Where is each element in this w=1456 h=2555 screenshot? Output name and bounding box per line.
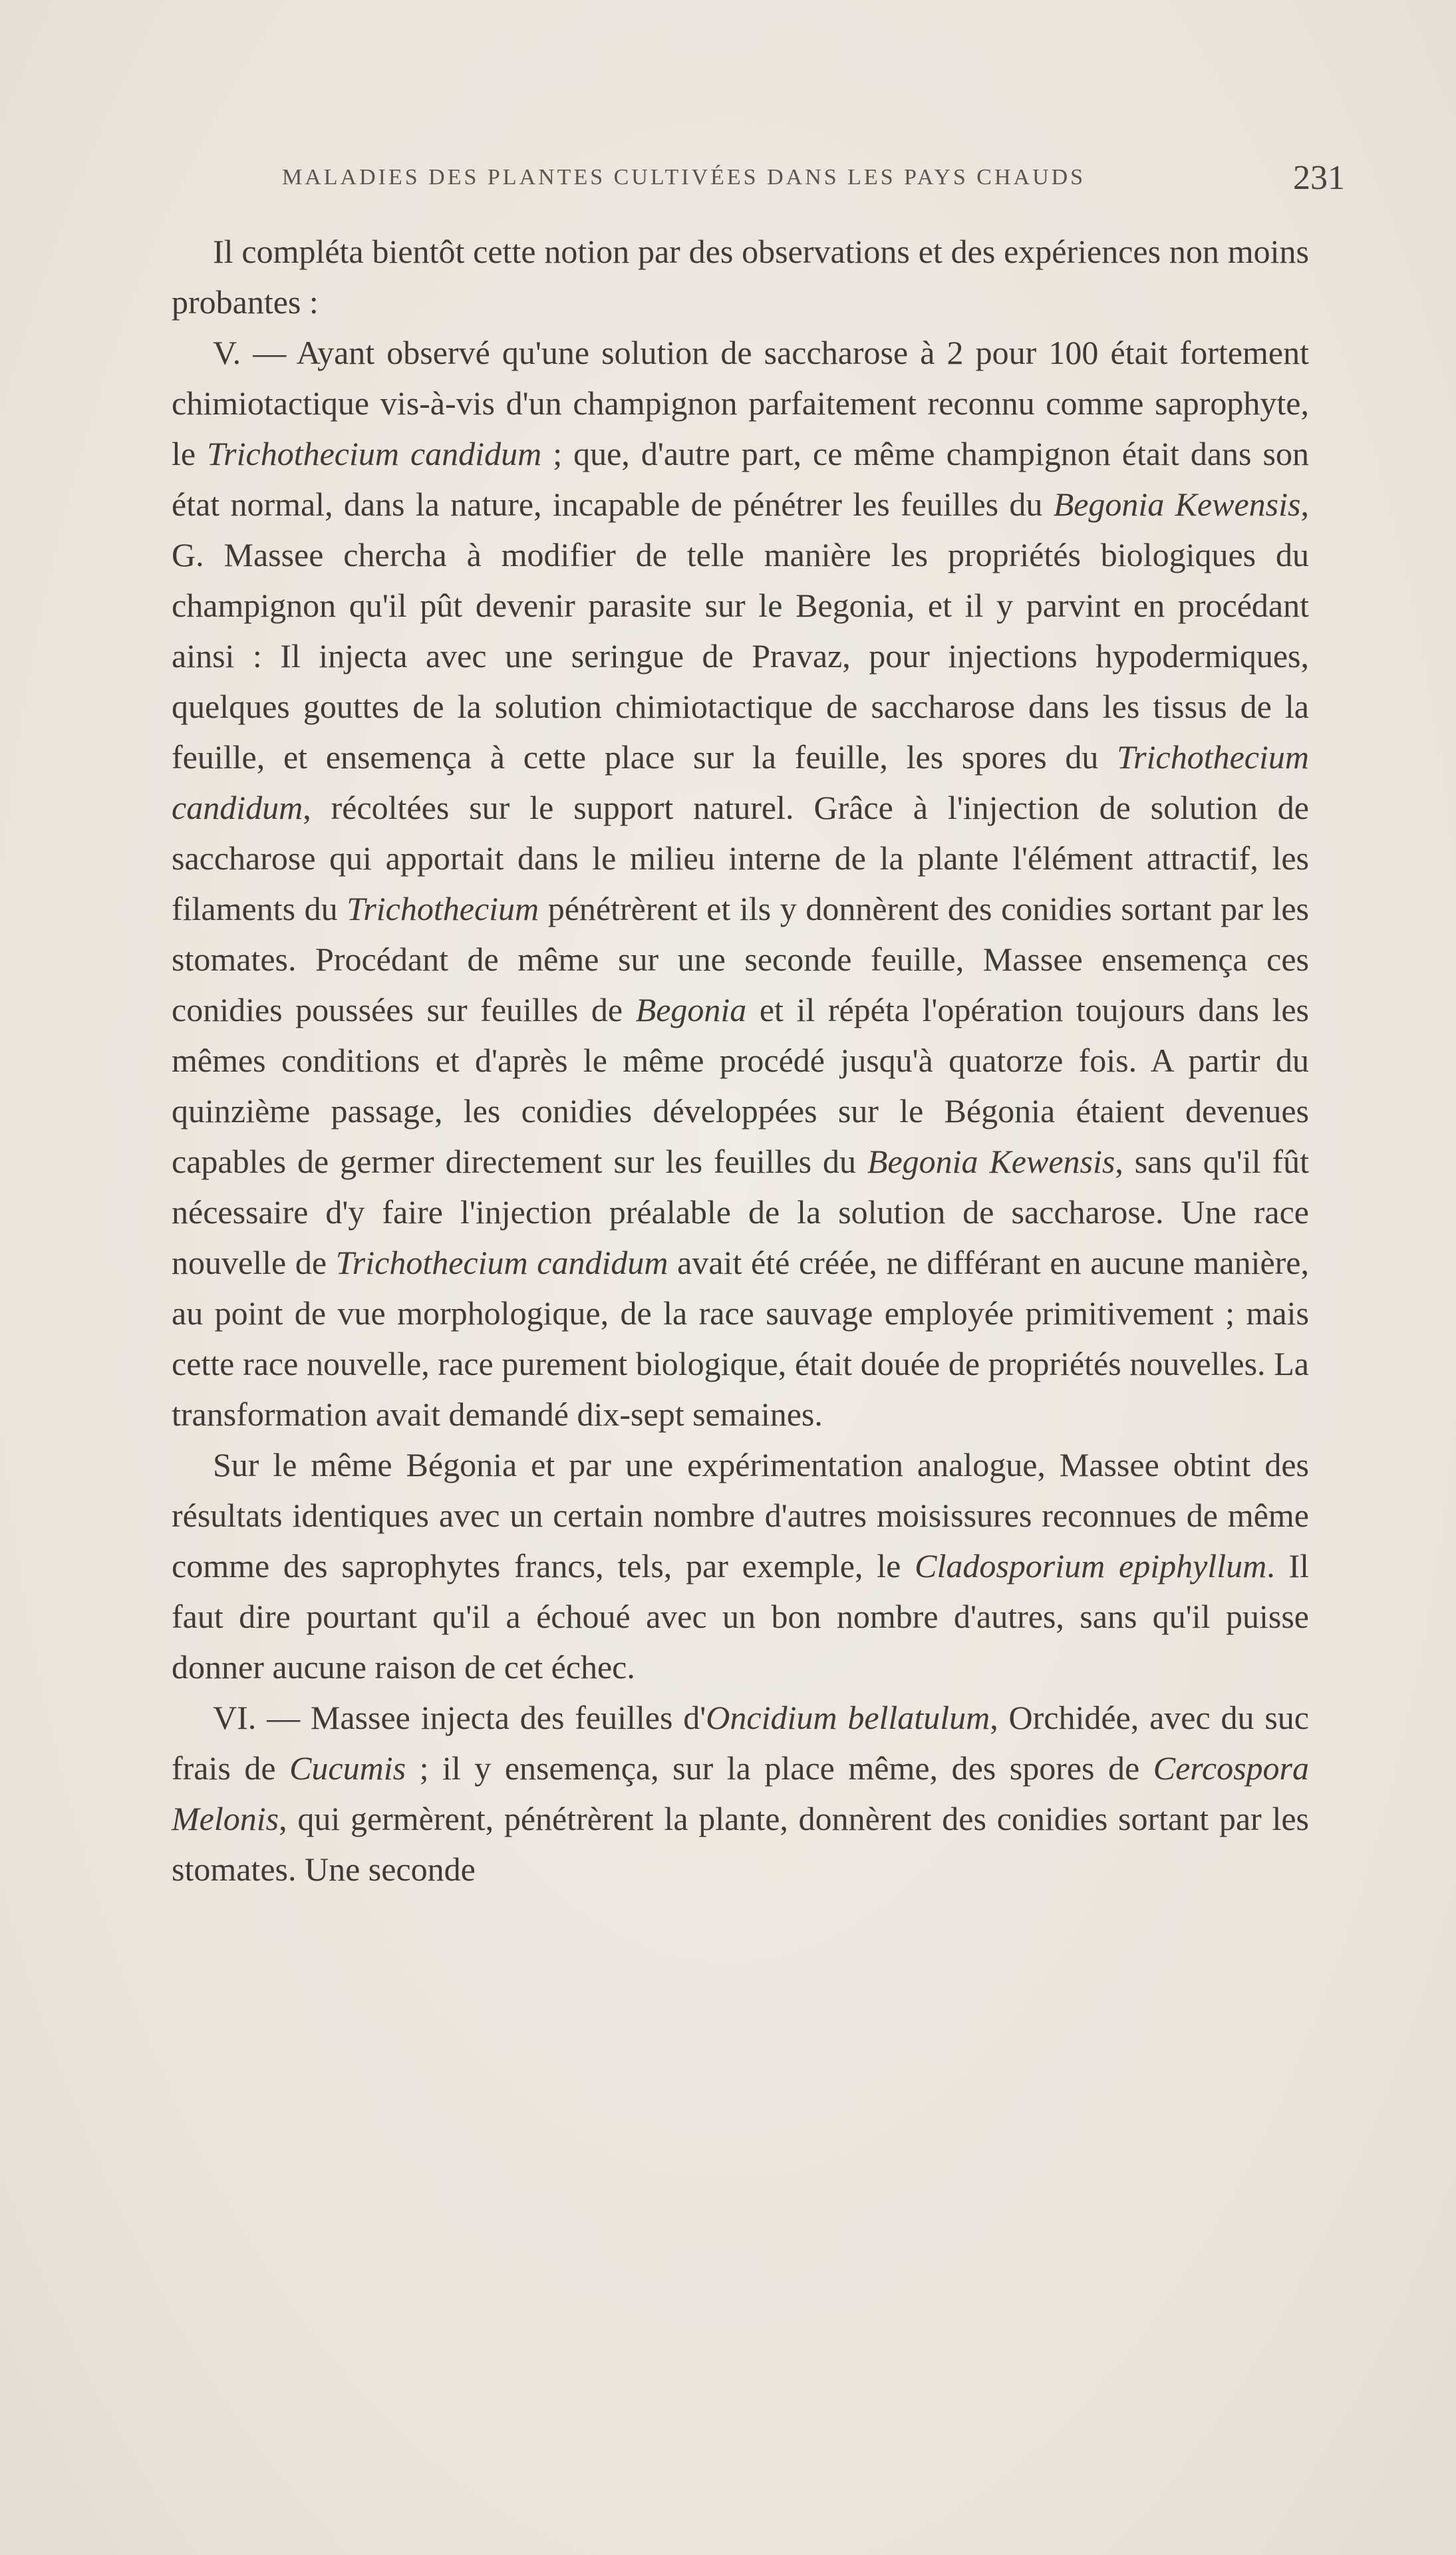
italic-term: Cladosporium epiphyllum [915, 1547, 1267, 1584]
text-run: , récoltées sur le support naturel. Grâce à l'injection de solution de saccharose qui apportait dans le milieu interne de la plante l'élément attractif, les filaments du [172, 789, 1309, 927]
italic-term: Oncidium bellatulum [706, 1699, 990, 1736]
paragraph [172, 226, 1309, 327]
text-run: Sur le même Bégonia et par une expérimentation analogue, Massee obtint des résultats identiques avec un certain nombre d'autres moisissures reconnues de même comme des saprophytes francs, tels, par exemple, le [172, 1446, 1309, 1584]
italic-term: Trichothecium candidum [335, 1244, 668, 1281]
italic-term: Cercospora Melonis [172, 1749, 1309, 1837]
text-run: ; il y ensemença, sur la place même, des spores de [406, 1749, 1153, 1787]
italic-term: Trichothecium candidum [207, 435, 542, 472]
page-number: 231 [1293, 159, 1345, 197]
text-run: VI. — Massee injecta des feuilles d' [213, 1699, 706, 1736]
text-run: Il compléta bientôt cette notion par des observations et des expériences non moins probantes : [172, 233, 1309, 321]
italic-term: Begonia Kewensis [1053, 486, 1301, 523]
text-run: ; que, d'autre part, ce même champignon était dans son état normal, dans la nature, incapable de pénétrer les feuilles du [172, 435, 1309, 523]
paragraph [172, 1692, 1309, 1894]
text-run: pénétrèrent et ils y donnèrent des conidies sortant par les stomates. Procédant de même sur une seconde feuille, Massee ensemença ces conidies poussées sur feuilles de [172, 890, 1309, 1028]
italic-term: Trichothecium candidum [172, 738, 1309, 826]
italic-term: Begonia [635, 991, 747, 1028]
text-run: , qui germèrent, pénétrèrent la plante, donnèrent des conidies sortant par les stomates. Une seconde [172, 1800, 1309, 1888]
text-run: V. — Ayant observé qu'une solution de saccharose à 2 pour 100 était fortement chimiotactique vis-à-vis d'un champignon parfaitement reconnu comme saprophyte, le [172, 334, 1309, 472]
paragraph [172, 1439, 1309, 1692]
text-run: , G. Massee chercha à modifier de telle manière les propriétés biologiques du champignon qu'il pût devenir parasite sur le Begonia, et il y parvint en procédant ainsi : Il injecta avec une seringue de Pravaz, pour injections hypodermiques, quelques gouttes de la solution chimiotactique de saccharose dans les tissus de la feuille, et ensemença à cette place sur la feuille, les spores du [172, 486, 1309, 776]
running-title: MALADIES DES PLANTES CULTIVÉES DANS LES PAYS CHAUDS [282, 165, 1086, 190]
italic-term: Begonia Kewensis [867, 1143, 1115, 1180]
italic-term: Trichothecium [347, 890, 539, 927]
italic-term: Cucumis [289, 1749, 406, 1787]
text-run: , sans qu'il fût nécessaire d'y faire l'injection préalable de la solution de saccharose. Une race nouvelle de [172, 1143, 1309, 1281]
text-run: . Il faut dire pourtant qu'il a échoué avec un bon nombre d'autres, sans qu'il puisse donner aucune raison de cet échec. [172, 1547, 1310, 1686]
text-run: et il répéta l'opération toujours dans les mêmes conditions et d'après le même procédé jusqu'à quatorze fois. A partir du quinzième passage, les conidies développées sur le Bégonia étaient devenues capables de germer directement sur les feuilles du [172, 991, 1309, 1180]
text-run: avait été créée, ne différant en aucune manière, au point de vue morphologique, de la race sauvage employée primitivement ; mais cette race nouvelle, race purement biologique, était douée de propriétés nouvelles. La transformation avait demandé dix-sept semaines. [172, 1244, 1309, 1433]
paragraph [172, 327, 1309, 1439]
body-text [172, 226, 1309, 1894]
text-run: , Orchidée, avec du suc frais de [172, 1699, 1309, 1787]
running-head [282, 158, 1345, 201]
